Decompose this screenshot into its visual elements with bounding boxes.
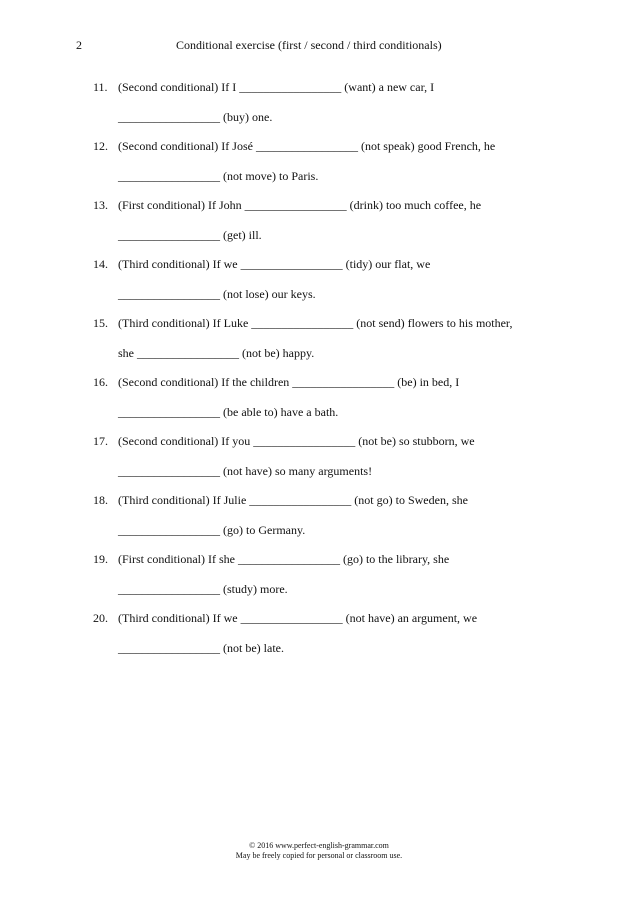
exercise-text: (Second conditional) If you _________________ (not be) so stubborn, we: [118, 434, 475, 448]
exercise-line-2: _________________ (go) to Germany.: [118, 522, 306, 537]
exercise-number: 13.: [93, 198, 108, 212]
exercise-number: 15.: [93, 316, 108, 330]
exercise-text: (Second conditional) If I _________________ (want) a new car, I: [118, 80, 435, 94]
footer: [0, 841, 638, 861]
exercise-item: [93, 493, 563, 552]
exercise-number: 18.: [93, 493, 108, 507]
exercise-line-2: _________________ (buy) one.: [118, 109, 273, 124]
exercise-item: [93, 316, 563, 375]
page-title: Conditional exercise (first / second / third conditionals): [176, 38, 442, 52]
exercise-line-1: [93, 434, 563, 464]
exercise-item: [93, 257, 563, 316]
exercise-line-1: [93, 493, 563, 523]
footer-copyright: © 2016 www.perfect-english-grammar.com: [249, 841, 389, 850]
exercise-text: (Third conditional) If Julie _________________ (not go) to Sweden, she: [118, 493, 468, 507]
exercise-line-1: [93, 375, 563, 405]
exercise-line-1: [93, 316, 563, 346]
exercise-line-2: _________________ (not be) late.: [118, 640, 284, 655]
exercise-item: [93, 434, 563, 493]
exercise-number: 14.: [93, 257, 108, 271]
exercise-line-1: [93, 257, 563, 287]
exercise-line-2: _________________ (get) ill.: [118, 227, 262, 242]
exercise-line-1: [93, 139, 563, 169]
exercise-line-1: [93, 198, 563, 228]
exercise-item: [93, 198, 563, 257]
exercise-item: [93, 552, 563, 611]
exercise-item: [93, 611, 563, 670]
exercise-line-2: _________________ (be able to) have a bath.: [118, 404, 339, 419]
exercise-number: 17.: [93, 434, 108, 448]
exercise-number: 20.: [93, 611, 108, 625]
exercise-number: 11.: [93, 80, 108, 94]
page-number: 2: [76, 38, 82, 52]
exercise-number: 19.: [93, 552, 108, 566]
exercise-text: (Second conditional) If José _________________ (not speak) good French, he: [118, 139, 496, 153]
exercise-line-1: [93, 611, 563, 641]
exercise-text: (Third conditional) If Luke _________________ (not send) flowers to his mother,: [118, 316, 513, 330]
footer-note: May be freely copied for personal or classroom use.: [235, 851, 403, 860]
exercise-number: 16.: [93, 375, 108, 389]
exercise-line-1: [93, 80, 563, 110]
exercise-list: [93, 80, 563, 670]
exercise-text: (Third conditional) If we _________________ (not have) an argument, we: [118, 611, 478, 625]
exercise-text: (First conditional) If John _________________ (drink) too much coffee, he: [118, 198, 482, 212]
exercise-text: (Third conditional) If we _________________ (tidy) our flat, we: [118, 257, 431, 271]
exercise-item: [93, 80, 563, 139]
exercise-number: 12.: [93, 139, 108, 153]
exercise-item: [93, 139, 563, 198]
exercise-line-2: _________________ (study) more.: [118, 581, 288, 596]
exercise-text: (Second conditional) If the children _________________ (be) in bed, I: [118, 375, 460, 389]
exercise-line-2: _________________ (not have) so many arguments!: [118, 463, 373, 478]
exercise-text: (First conditional) If she _________________ (go) to the library, she: [118, 552, 450, 566]
exercise-line-2: she _________________ (not be) happy.: [118, 345, 315, 360]
exercise-line-1: [93, 552, 563, 582]
exercise-line-2: _________________ (not lose) our keys.: [118, 286, 316, 301]
exercise-item: [93, 375, 563, 434]
exercise-line-2: _________________ (not move) to Paris.: [118, 168, 319, 183]
